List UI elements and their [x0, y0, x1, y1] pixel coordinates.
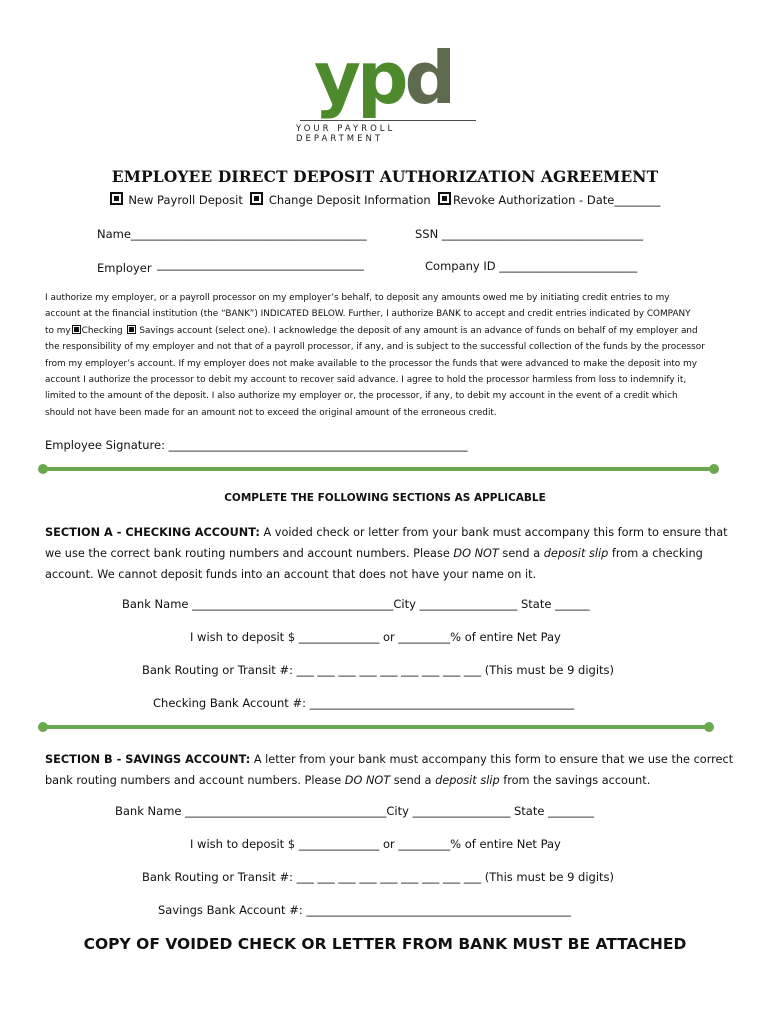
divider-dot [704, 722, 714, 732]
divider-dot [709, 464, 719, 474]
auth-line: should not have been made for an amount not to exceed the original amount of the erroneous credit. [45, 407, 497, 418]
savings-account-field[interactable]: Savings Bank Account #: ______________________________________________ [158, 903, 571, 917]
attachment-notice: COPY OF VOIDED CHECK OR LETTER FROM BANK MUST BE ATTACHED [83, 935, 687, 953]
logo-letter: p [356, 36, 405, 120]
divider-dot [38, 464, 48, 474]
divider-dot [38, 722, 48, 732]
logo-tagline: YOUR PAYROLL DEPARTMENT [296, 124, 396, 144]
section-divider [45, 725, 708, 729]
checking-account-field[interactable]: Checking Bank Account #: ______________________________________________ [153, 696, 575, 710]
revoke-label: Revoke Authorization - Date________ [453, 193, 661, 207]
auth-line: the responsibility of my employer and not that of a payroll processor, if any, and is subject to the successful collection of the funds by the processor [45, 342, 705, 353]
savings-deposit-amount-field[interactable]: I wish to deposit $ ______________ or _________% of entire Net Pay [190, 837, 561, 851]
section-b-text: SECTION B - SAVINGS ACCOUNT: A letter from your bank must accompany this form to ensure that we use the correct bank routing numbers and account numbers. Please DO NOT send a deposit slip from the savings account. [45, 753, 734, 787]
section-a-heading: SECTION A - CHECKING ACCOUNT: [45, 526, 260, 539]
auth-line: to my Checking Savings account (select one). I acknowledge the deposit of any amount is an advance of funds on behalf of my employer and [45, 325, 698, 336]
section-b-heading: SECTION B - SAVINGS ACCOUNT: [45, 753, 251, 766]
section-divider [45, 467, 713, 471]
logo-rule [300, 120, 476, 121]
signature-field[interactable]: Employee Signature: ____________________________________________________ [45, 438, 468, 452]
logo-letter: y [314, 36, 357, 120]
auth-line: from my employer’s account. If my employer does not make available to the processor the funds that were advanced to make the deposit into my [45, 358, 697, 369]
employer-label: Employer [97, 261, 152, 275]
form-title: EMPLOYEE DIRECT DEPOSIT AUTHORIZATION AGREEMENT [111, 167, 659, 186]
logo-letter: d [404, 36, 453, 120]
change-deposit-checkbox[interactable] [250, 192, 263, 205]
checking-routing-field[interactable]: Bank Routing or Transit #: ___ ___ ___ ___ ___ ___ ___ ___ ___ (This must be 9 digits) [142, 663, 615, 677]
revoke-checkbox[interactable] [438, 192, 451, 205]
new-deposit-checkbox[interactable] [110, 192, 123, 205]
section-a-text: SECTION A - CHECKING ACCOUNT: A voided check or letter from your bank must accompany this form to ensure that we use the correct bank routing numbers and account numbers. Please DO NOT send a deposit slip from a checking account. We cannot deposit funds into an account that does not have your name on it. [45, 526, 728, 581]
authorization-text [45, 290, 735, 421]
deposit-options [0, 192, 770, 207]
auth-line: limited to the amount of the deposit. I also authorize my employer or, the processor, if any, to debit my account in the event of a credit which [45, 391, 678, 402]
checking-bank-name-field[interactable]: Bank Name ___________________________________City _________________ State ______ [122, 597, 590, 611]
savings-checkbox[interactable] [127, 325, 136, 334]
checking-deposit-amount-field[interactable]: I wish to deposit $ ______________ or _________% of entire Net Pay [190, 630, 561, 644]
checking-checkbox[interactable] [72, 325, 81, 334]
complete-heading: COMPLETE THE FOLLOWING SECTIONS AS APPLICABLE [224, 492, 546, 504]
company-logo [296, 36, 480, 144]
savings-routing-field[interactable]: Bank Routing or Transit #: ___ ___ ___ ___ ___ ___ ___ ___ ___ (This must be 9 digits) [142, 870, 615, 884]
logo-letters [314, 38, 452, 118]
name-field[interactable]: Name_________________________________________ [97, 227, 367, 241]
auth-line: account I authorize the processor to debit my account to recover said advance. I agree to hold the processor harmless from loss to indemnify it, [45, 375, 687, 386]
auth-line: I authorize my employer, or a payroll processor on my employer’s behalf, to deposit any amounts owed me by initiating credit entries to my [45, 293, 670, 303]
savings-bank-name-field[interactable]: Bank Name ___________________________________City _________________ State ________ [115, 804, 595, 818]
employer-field[interactable]: ____________________________________ [157, 257, 364, 271]
change-deposit-label: Change Deposit Information [268, 193, 431, 207]
auth-line: account at the financial institution (the “BANK”) INDICATED BELOW. Further, I authorize BANK to accept and credit entries indicated by COMPANY [45, 309, 691, 320]
company-id-field[interactable]: Company ID ________________________ [425, 259, 638, 273]
ssn-field[interactable]: SSN ___________________________________ [415, 227, 644, 241]
new-deposit-label: New Payroll Deposit [128, 193, 243, 207]
